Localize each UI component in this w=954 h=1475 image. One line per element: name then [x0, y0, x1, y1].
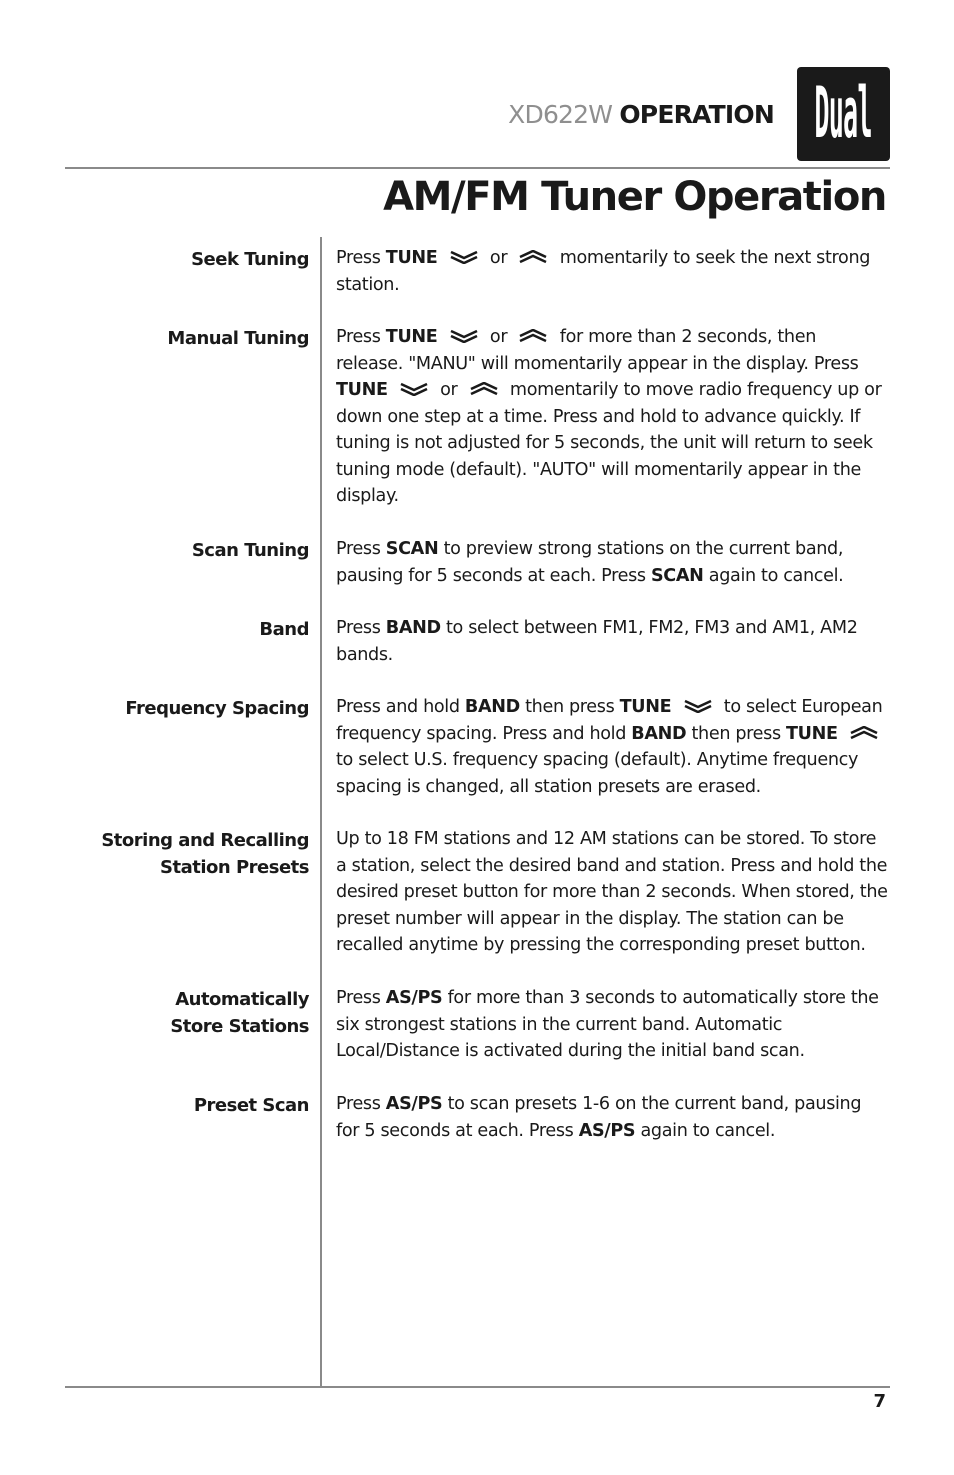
button-name: BAND	[631, 723, 687, 744]
tune-up-icon	[849, 726, 879, 740]
entry-row	[0, 324, 954, 510]
entry-description: Press AS/PS for more than 3 seconds to automatically store the six strongest stations in the current band. Automatic Local/Distance is activated during the initial band scan.	[336, 988, 879, 1061]
entry-label	[0, 245, 309, 298]
entry-description: Press SCAN to preview strong stations on the current band, pausing for 5 seconds at each. Press SCAN again to cancel.	[336, 539, 844, 586]
header-section: OPERATION	[619, 100, 774, 129]
tune-down-icon	[449, 250, 479, 264]
entry-label-line: Storing and Recalling	[101, 830, 309, 851]
button-name: BAND	[385, 618, 441, 638]
button-name: TUNE	[619, 697, 672, 717]
entry-row	[0, 985, 954, 1065]
header-model: XD622W	[508, 100, 613, 129]
button-name: AS/PS	[385, 988, 443, 1008]
button-name: SCAN	[650, 565, 704, 586]
button-name: SCAN	[385, 539, 439, 559]
header-title	[508, 100, 774, 129]
tune-down-icon	[683, 699, 713, 713]
entries-list	[0, 245, 954, 1144]
tune-down-icon	[449, 329, 479, 343]
entry-description: Press TUNE or for more than 2 seconds, then release. "MANU" will momentarily appear in the display. Press TUNE or momentarily to move radio frequency up or down one step at a time. Press and hold to advance quickly. If tuning is not adjusted for 5 seconds, the unit will return to seek tuning mode (default). "AUTO" will momentarily appear in the display.	[336, 327, 882, 506]
entry-label	[0, 615, 309, 668]
page-number: 7	[873, 1391, 886, 1412]
entry-label-line: Seek Tuning	[191, 249, 309, 270]
entry-label-line: Automatically	[175, 989, 309, 1010]
entry-description: Press TUNE or momentarily to seek the next strong station.	[336, 248, 871, 295]
dual-logo	[797, 67, 890, 161]
logo-text: Dual	[814, 73, 873, 155]
button-name: TUNE	[385, 248, 438, 268]
button-name: AS/PS	[385, 1094, 443, 1114]
entry-description: Press BAND to select between FM1, FM2, FM3 and AM1, AM2 bands.	[336, 618, 858, 665]
button-name: TUNE	[385, 327, 438, 347]
entry-label-line: Manual Tuning	[167, 328, 309, 349]
entry-label-line: Band	[259, 619, 309, 640]
tune-up-icon	[518, 250, 548, 264]
entry-label-line: Store Stations	[170, 1015, 309, 1037]
entry-label	[0, 826, 309, 959]
entry-description: Press AS/PS to scan presets 1-6 on the current band, pausing for 5 seconds at each. Press AS/PS again to cancel.	[336, 1094, 862, 1141]
tune-down-icon	[399, 382, 429, 396]
page-title: AM/FM Tuner Operation	[383, 174, 886, 220]
entry-row	[0, 615, 954, 668]
entry-label-line: Preset Scan	[193, 1095, 309, 1116]
entry-row	[0, 245, 954, 298]
entry-label-line: Scan Tuning	[191, 540, 309, 561]
tune-up-icon	[518, 329, 548, 343]
button-name: TUNE	[786, 723, 838, 744]
entry-label-line: Frequency Spacing	[125, 698, 309, 719]
button-name: TUNE	[336, 380, 388, 400]
button-name: AS/PS	[578, 1120, 636, 1141]
entry-description: Up to 18 FM stations and 12 AM stations can be stored. To store a station, select the desired band and station. Press and hold the desired preset button for more than 2 seconds. When stored, the preset number will appear in the display. The station can be recalled anytime by pressing the corresponding preset button.	[336, 829, 888, 955]
entry-row	[0, 536, 954, 589]
entry-label	[0, 694, 309, 800]
entry-label	[0, 324, 309, 510]
button-name: BAND	[464, 697, 520, 717]
entry-label	[0, 1091, 309, 1144]
entry-row	[0, 826, 954, 959]
entry-description: Press and hold BAND then press TUNE to select European frequency spacing. Press and hold BAND then press TUNE to select U.S. frequency spacing (default). Anytime frequency spacing is changed, all station presets are erased.	[336, 697, 883, 797]
entry-label	[0, 536, 309, 589]
header-divider	[65, 167, 890, 169]
footer-divider	[65, 1386, 890, 1388]
tune-up-icon	[469, 382, 499, 396]
entry-label	[0, 985, 309, 1065]
entry-label-line: Station Presets	[160, 856, 309, 878]
entry-row	[0, 1091, 954, 1144]
entry-row	[0, 694, 954, 800]
